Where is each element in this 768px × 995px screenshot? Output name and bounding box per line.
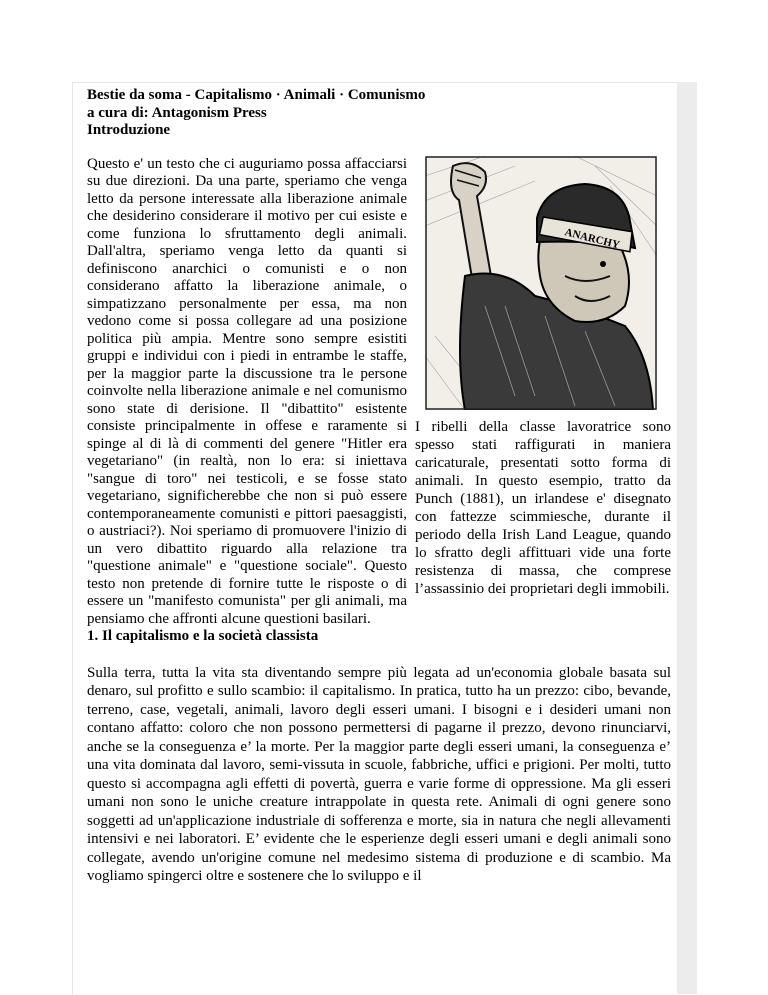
intro-section xyxy=(87,156,671,629)
intro-heading: Introduzione xyxy=(87,122,171,138)
document-editor: a cura di: Antagonism Press xyxy=(87,104,267,121)
section1-heading: 1. Il capitalismo e la società classista xyxy=(87,628,319,644)
document-content xyxy=(87,87,671,901)
figure xyxy=(415,156,671,598)
section1-paragraph: Sulla terra, tutta la vita sta diventando sempre più legata ad un'economia globale basata sul denaro, sul profitto e sullo scambio: il capitalismo. In pratica, tutto ha un prezzo: cibo, bevande, terreno, case, vegetali, animali, lavoro degli esseri umani. I bisogni e i desideri umani non contano affatto: coloro che non possono permettersi di pagarne il prezzo, devono rinunciarvi, anche se la conseguenza e’ la morte. Per la maggior parte degli esseri umani, la conseguenza e’ una vita dominata dal lavoro, semi-vissuta in scuole, fabbriche, uffici e prigioni. Per molti, tutto questo si accompagna agli effetti di povertà, guerra e varie forme di oppressione. Ma gli esseri umani non sono le uniche creature intrappolate in questa rete. Animali di ogni genere sono soggetti ad un'applicazione industriale di sofferenza e morte, sia in natura che negli allevamenti intensivi e nei laboratori. E’ evidente che le esperienze degli esseri umani e degli animali sono collegate, avendo un'origine comune nel medesimo sistema di produzione e di scambio. Ma vogliamo spingerci oltre e sostenere che lo sviluppo e il xyxy=(87,664,671,884)
figure-caption: I ribelli della classe lavoratrice sono spesso stati raffigurati in maniera caricaturale, presentati sotto forma di animali. In questo esempio, tratto da Punch (1881), un irlandese e' disegnato con fattezze scimmiesche, durante il periodo della Irish Land League, quando lo sfratto degli affittuari vide una forte resistenza di massa, che comprese l’assassinio dei proprietari degli immobili. xyxy=(415,418,671,597)
vertical-scrollbar[interactable] xyxy=(677,82,697,994)
intro-paragraph: Questo e' un testo che ci auguriamo possa affacciarsi su due direzioni. Da una parte, speriamo che venga letto da persone interessate alla liberazione animale che desiderino considerare il motivo per cui esiste e come funziona lo sfruttamento degli animali. Dall'altra, speriamo venga letto da quanti si definiscono anarchici o comunisti e o non considerano affatto la liberazione animale, o simpatizzano personalmente per essa, ma non vedono come si possa collegare ad una posizione politica più ampia. Mentre sono sempre esistiti gruppi e individui con i piedi in entrambe le staffe, per la maggior parte la discussione tra le persone coinvolte nella liberazione animale e nel comunismo sono state di derisione. Il "dibattito" esistente consiste principalmente in offese e raramente si spinge al di là di commenti del genere "Hitler era vegetariano" (in realtà, non lo era: si iniettava "sangue di toro" nei testicoli, e se fosse stato vegetariano, significherebbe che non si può essere contemporaneamente comunisti e pittori paesaggisti, o austriaci?). Noi speriamo di promuovere l'inizio di un vero dibattito riguardo alla relazione tra "questione animale" e "questione sociale". Questo testo non pretende di fornire tutte le risposte o di essere un "manifesto comunista" per gli animali, ma pensiamo che affronti alcune questioni basilari. xyxy=(87,155,407,627)
hat-band-text: ANARCHY xyxy=(563,225,621,251)
document-title: Bestie da soma - Capitalismo · Animali · Comunismo xyxy=(87,87,426,103)
document-page xyxy=(72,82,677,995)
caricature-illustration xyxy=(425,156,657,410)
